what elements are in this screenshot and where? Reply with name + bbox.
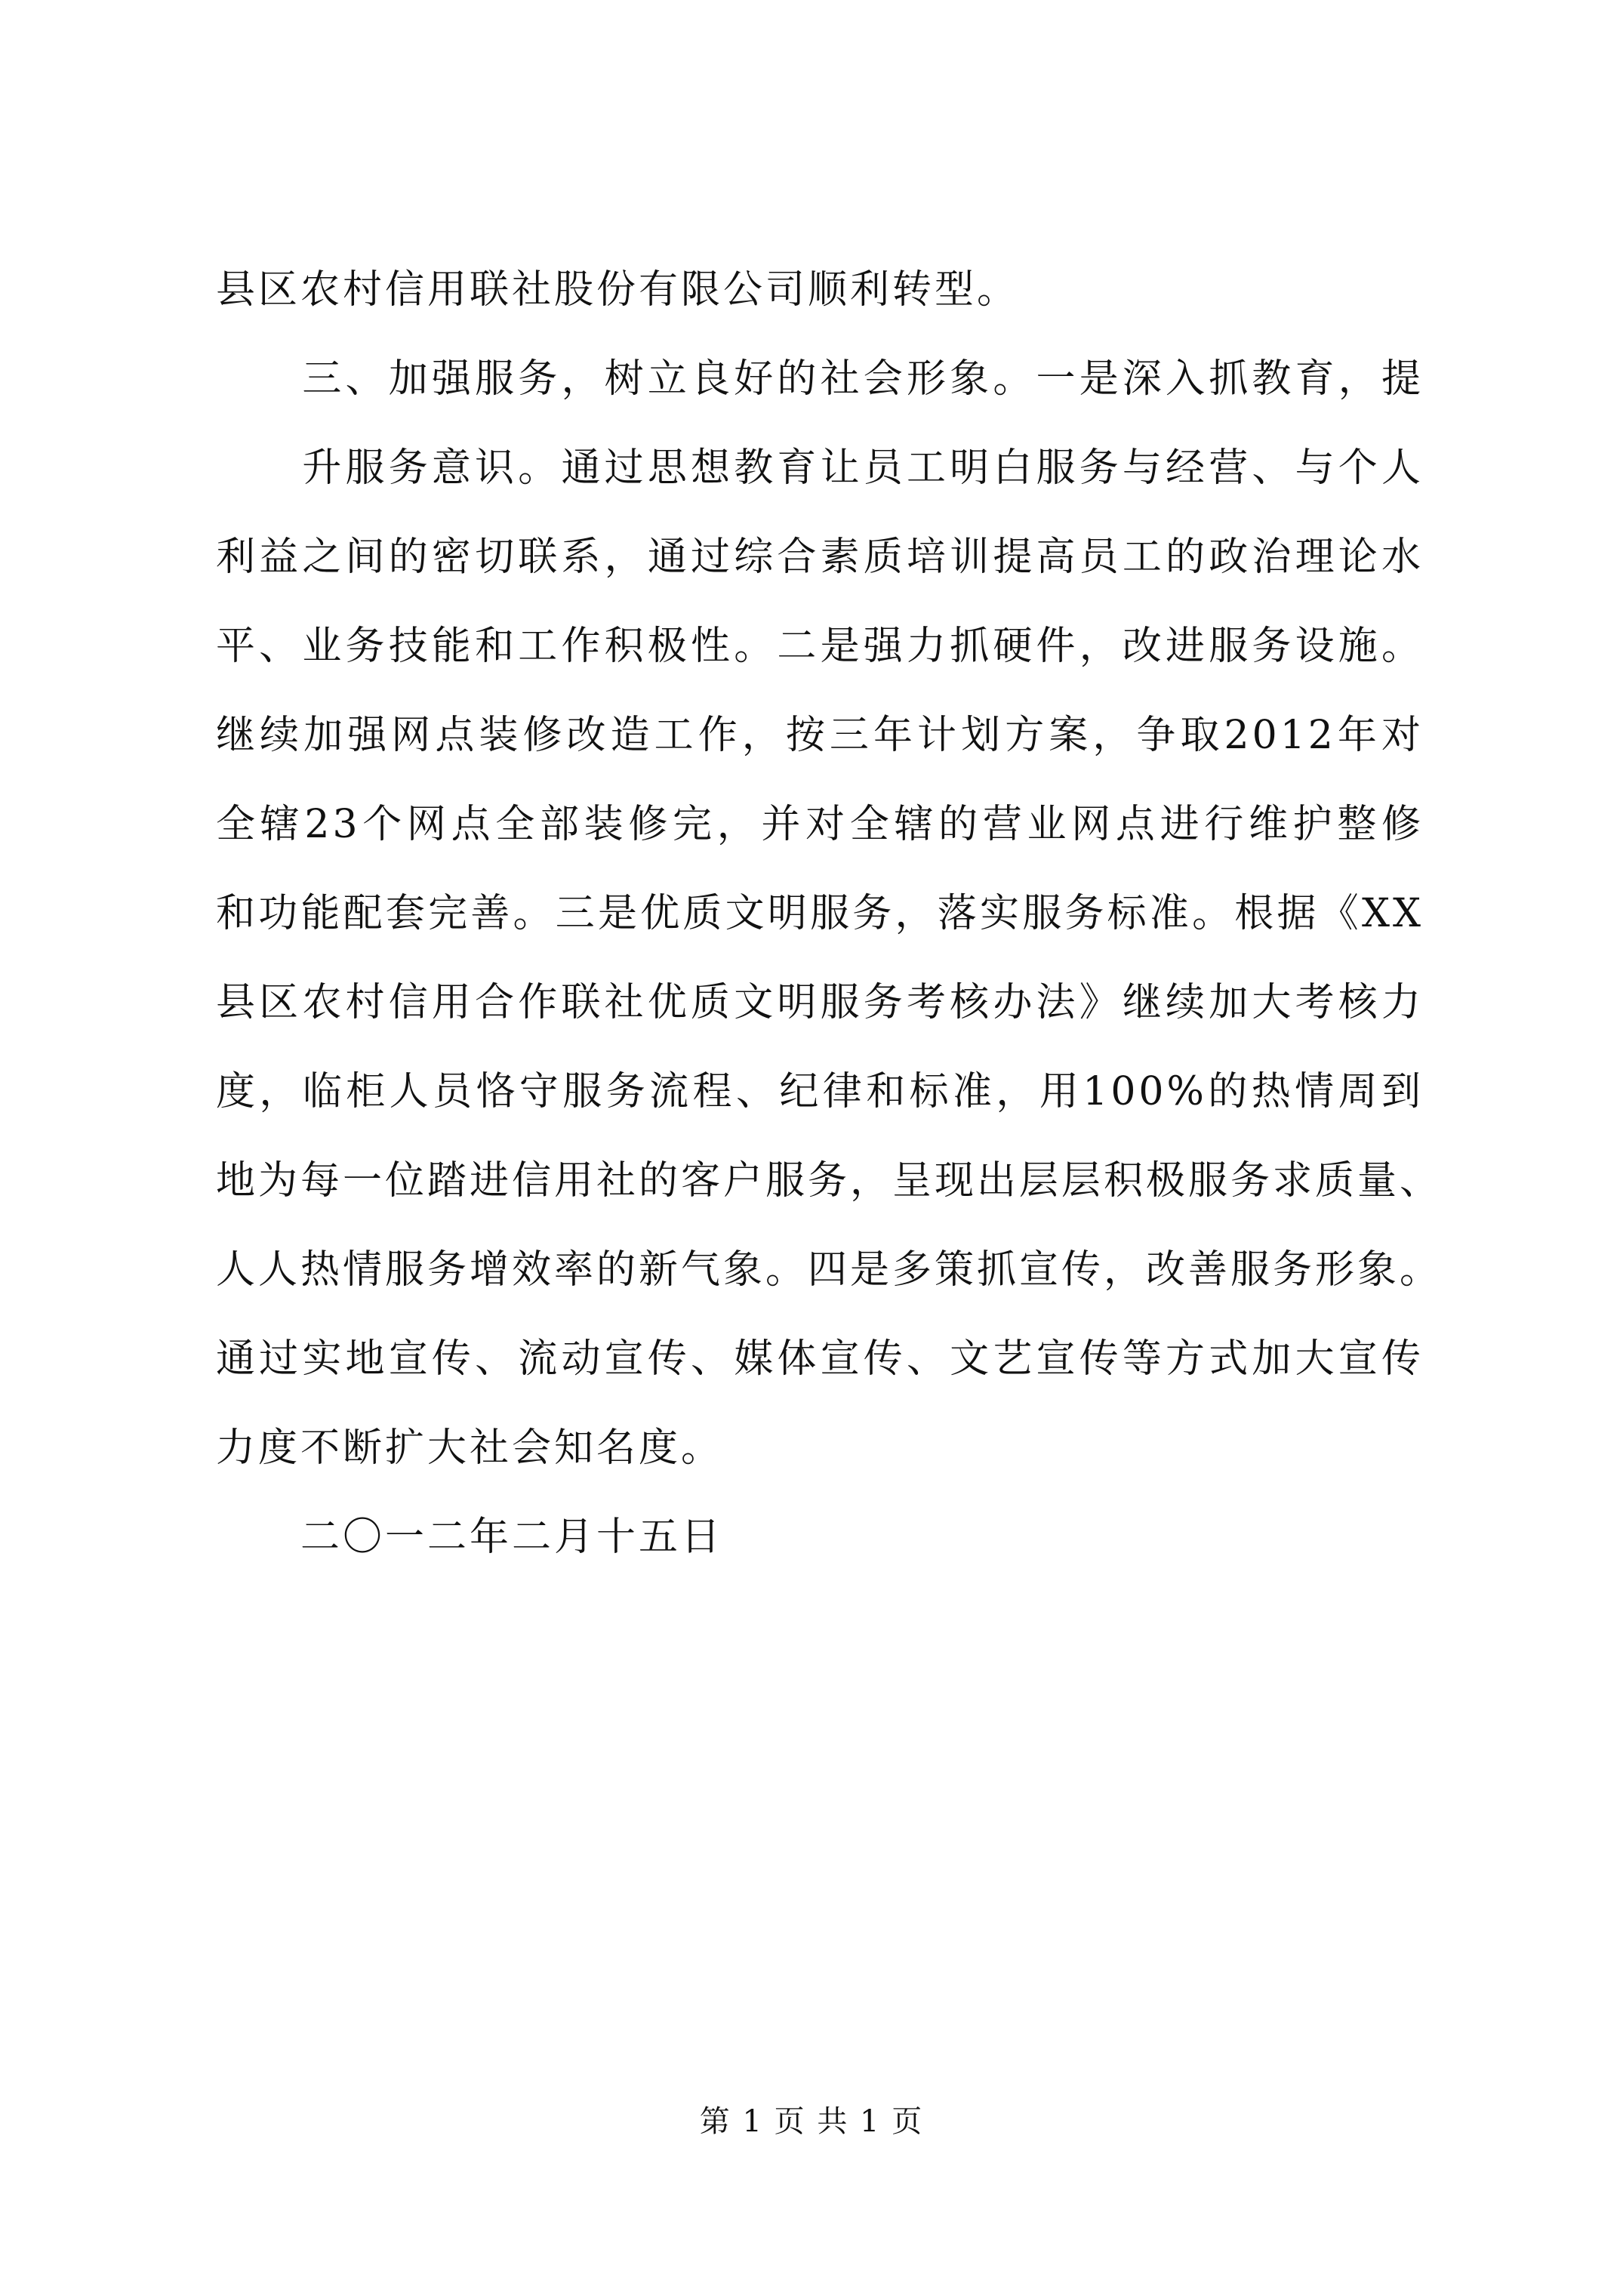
text-line-6: 继续加强网点装修改造工作，按三年计划方案，争取2012年对	[216, 713, 1424, 758]
text-line-11: 地为每一位踏进信用社的客户服务，呈现出层层积极服务求质量、	[216, 1158, 1443, 1203]
text-line-14: 力度不断扩大社会知名度。	[216, 1425, 724, 1471]
text-line-2: 三、加强服务，树立良好的社会形象。一是深入抓教育，提	[216, 356, 1424, 402]
text-line-4: 利益之间的密切联系，通过综合素质培训提高员工的政治理论水	[216, 535, 1424, 580]
text-line-5: 平、业务技能和工作积极性。二是强力抓硬件，改进服务设施。	[216, 624, 1424, 669]
page-number-footer: 第 1 页 共 1 页	[699, 2104, 924, 2139]
text-line-9: 县区农村信用合作联社优质文明服务考核办法》继续加大考核力	[216, 980, 1424, 1025]
text-line-3: 升服务意识。通过思想教育让员工明白服务与经营、与个人	[216, 445, 1424, 491]
text-line-7: 全辖23个网点全部装修完，并对全辖的营业网点进行维护整修	[216, 802, 1424, 847]
text-line-12: 人人热情服务增效率的新气象。四是多策抓宣传，改善服务形象。	[216, 1247, 1443, 1293]
date-line: 二〇一二年二月十五日	[216, 1515, 724, 1560]
text-line-8: 和功能配套完善。三是优质文明服务，落实服务标准。根据《XX	[216, 891, 1424, 936]
text-line-1: 县区农村信用联社股份有限公司顺利转型。	[216, 267, 1020, 313]
text-line-13: 通过实地宣传、流动宣传、媒体宣传、文艺宣传等方式加大宣传	[216, 1336, 1424, 1382]
text-line-10: 度，临柜人员恪守服务流程、纪律和标准，用100%的热情周到	[216, 1069, 1424, 1114]
